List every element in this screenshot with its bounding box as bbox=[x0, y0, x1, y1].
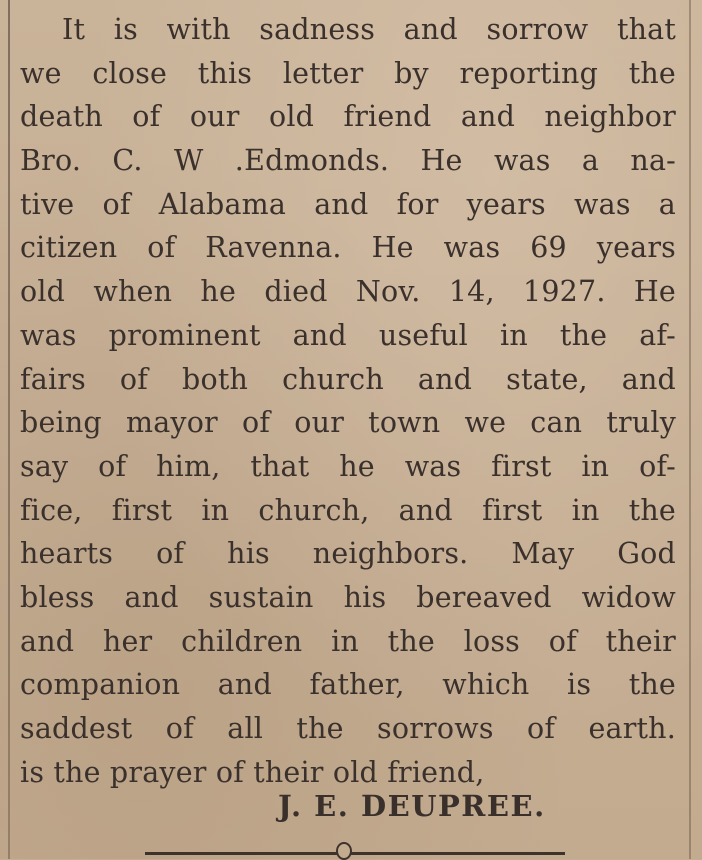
article-line: death of our old friend and neighbor bbox=[20, 100, 676, 134]
obituary-article bbox=[20, 8, 676, 794]
article-line: is the prayer of their old friend, bbox=[20, 755, 485, 789]
article-line: companion and father, which is the bbox=[20, 668, 676, 702]
article-line: we close this letter by reporting the bbox=[20, 56, 676, 90]
article-line: hearts of his neighbors. May God bbox=[20, 537, 676, 571]
article-line: and her children in the loss of their bbox=[20, 624, 676, 658]
article-line: fice, first in church, and first in the bbox=[20, 493, 676, 527]
article-line: tive of Alabama and for years was a bbox=[20, 187, 676, 221]
article-line: citizen of Ravenna. He was 69 years bbox=[20, 231, 676, 265]
column-rule-left bbox=[8, 0, 10, 859]
article-line: say of him, that he was first in of- bbox=[20, 449, 676, 483]
article-line: was prominent and useful in the af- bbox=[20, 318, 676, 352]
article-line: fairs of both church and state, and bbox=[20, 362, 676, 396]
article-line: Bro. C. W .Edmonds. He was a na- bbox=[20, 144, 676, 178]
article-line: bless and sustain his bereaved widow bbox=[20, 580, 676, 614]
signature: J. E. DEUPREE. bbox=[278, 789, 546, 823]
column-rule-right bbox=[689, 0, 691, 859]
bottom-rule bbox=[145, 852, 565, 855]
article-line: old when he died Nov. 14, 1927. He bbox=[20, 275, 676, 309]
article-line: being mayor of our town we can truly bbox=[20, 406, 676, 440]
ornament-circle-icon bbox=[336, 842, 352, 860]
article-line: It is with sadness and sorrow that bbox=[62, 13, 676, 46]
article-line: saddest of all the sorrows of earth. bbox=[20, 712, 676, 745]
